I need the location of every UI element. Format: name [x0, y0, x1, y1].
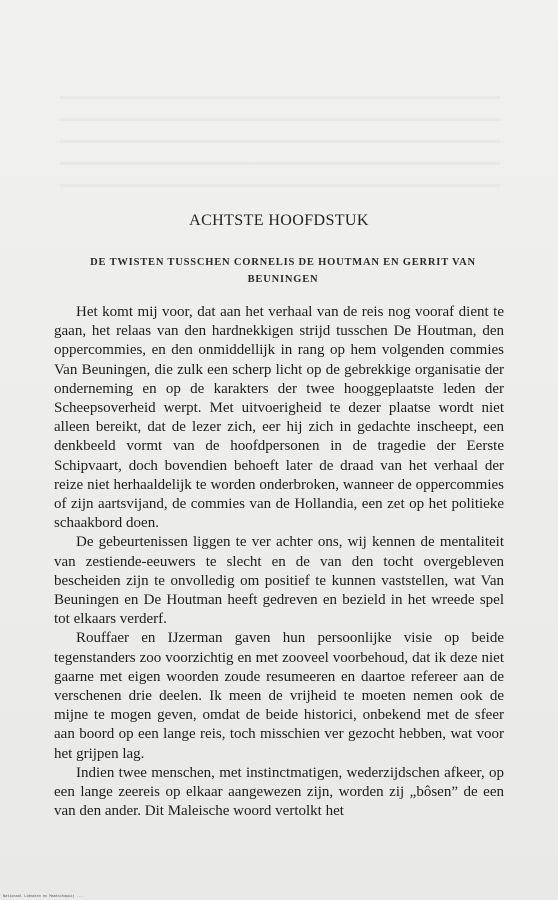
bleed-through-line: [60, 96, 500, 99]
paragraph: Rouffaer en IJzerman gaven hun persoonlijke visie op beide tegenstanders zoo voorzichtig en met zooveel voorbehoud, dat ik deze niet gaarne met eigen woorden zoude resumeeren en daartoe refereer aan de verschenen drie deelen. Ik meen de vrijheid te moeten nemen ook de mijne te mogen geven, omdat de beide historici, onbekend met de sfeer aan boord op een lange reis, toch misschien ver gezocht hebben, wat voor het grijpen lag.: [54, 630, 504, 762]
scan-footer-stamp: Nationaal Lidmaten en Maatschappij ...: [3, 894, 84, 898]
bleed-through-line: [60, 118, 500, 121]
bleed-through-line: [60, 162, 500, 165]
bleed-through-line: [60, 140, 500, 143]
chapter-body: [54, 303, 504, 821]
chapter-title: ACHTSTE HOOFDSTUK: [189, 212, 369, 229]
paragraph: De gebeurtenissen liggen te ver achter ons, wij kennen de mentaliteit van zestiende-eeuwers te slecht en de van den tocht overgebleven bescheiden zijn te onvolledig om positief te kunnen vaststellen, wat Van Beuningen en De Houtman heeft gedreven en bezield in het wreede spel tot elkaars verderf.: [54, 534, 504, 628]
paragraph: Het komt mij voor, dat aan het verhaal van de reis nog vooraf dient te gaan, het relaas van den hardnekkigen strijd tusschen De Houtman, den oppercommies, en den onmiddellijk in rang op hem volgenden commies Van Beuningen, die zulk een scherp licht op de gebrekkige organisatie der onderneming en op de karakters der twee hooggeplaatste leden der Scheepsoverheid werpt. Met uitvoerigheid te dezer plaatse wordt niet alleen bereikt, dat de lezer zich, eer hij zich in gedachte inscheept, een denkbeeld vormt van de hoofdpersonen in de tragedie der Eerste Schipvaart, doch bovendien behoeft later de draad van het verhaal der reize niet herhaaldelijk te worden onderbroken, wanneer de oppercommies of zijn aartsvijand, de commies van de Hollandia, een zet op het politieke schaakbord doen.: [54, 304, 504, 532]
chapter-subtitle: DE TWISTEN TUSSCHEN CORNELIS DE HOUTMAN EN GERRIT VAN BEUNINGEN: [90, 257, 476, 285]
bleed-through-line: [60, 184, 500, 187]
paragraph: Indien twee menschen, met instinctmatigen, wederzijdschen afkeer, op een lange zeereis op elkaar aangewezen zijn, worden zij „bôsen” de een van den ander. Dit Maleische woord vertolkt het: [54, 764, 504, 820]
